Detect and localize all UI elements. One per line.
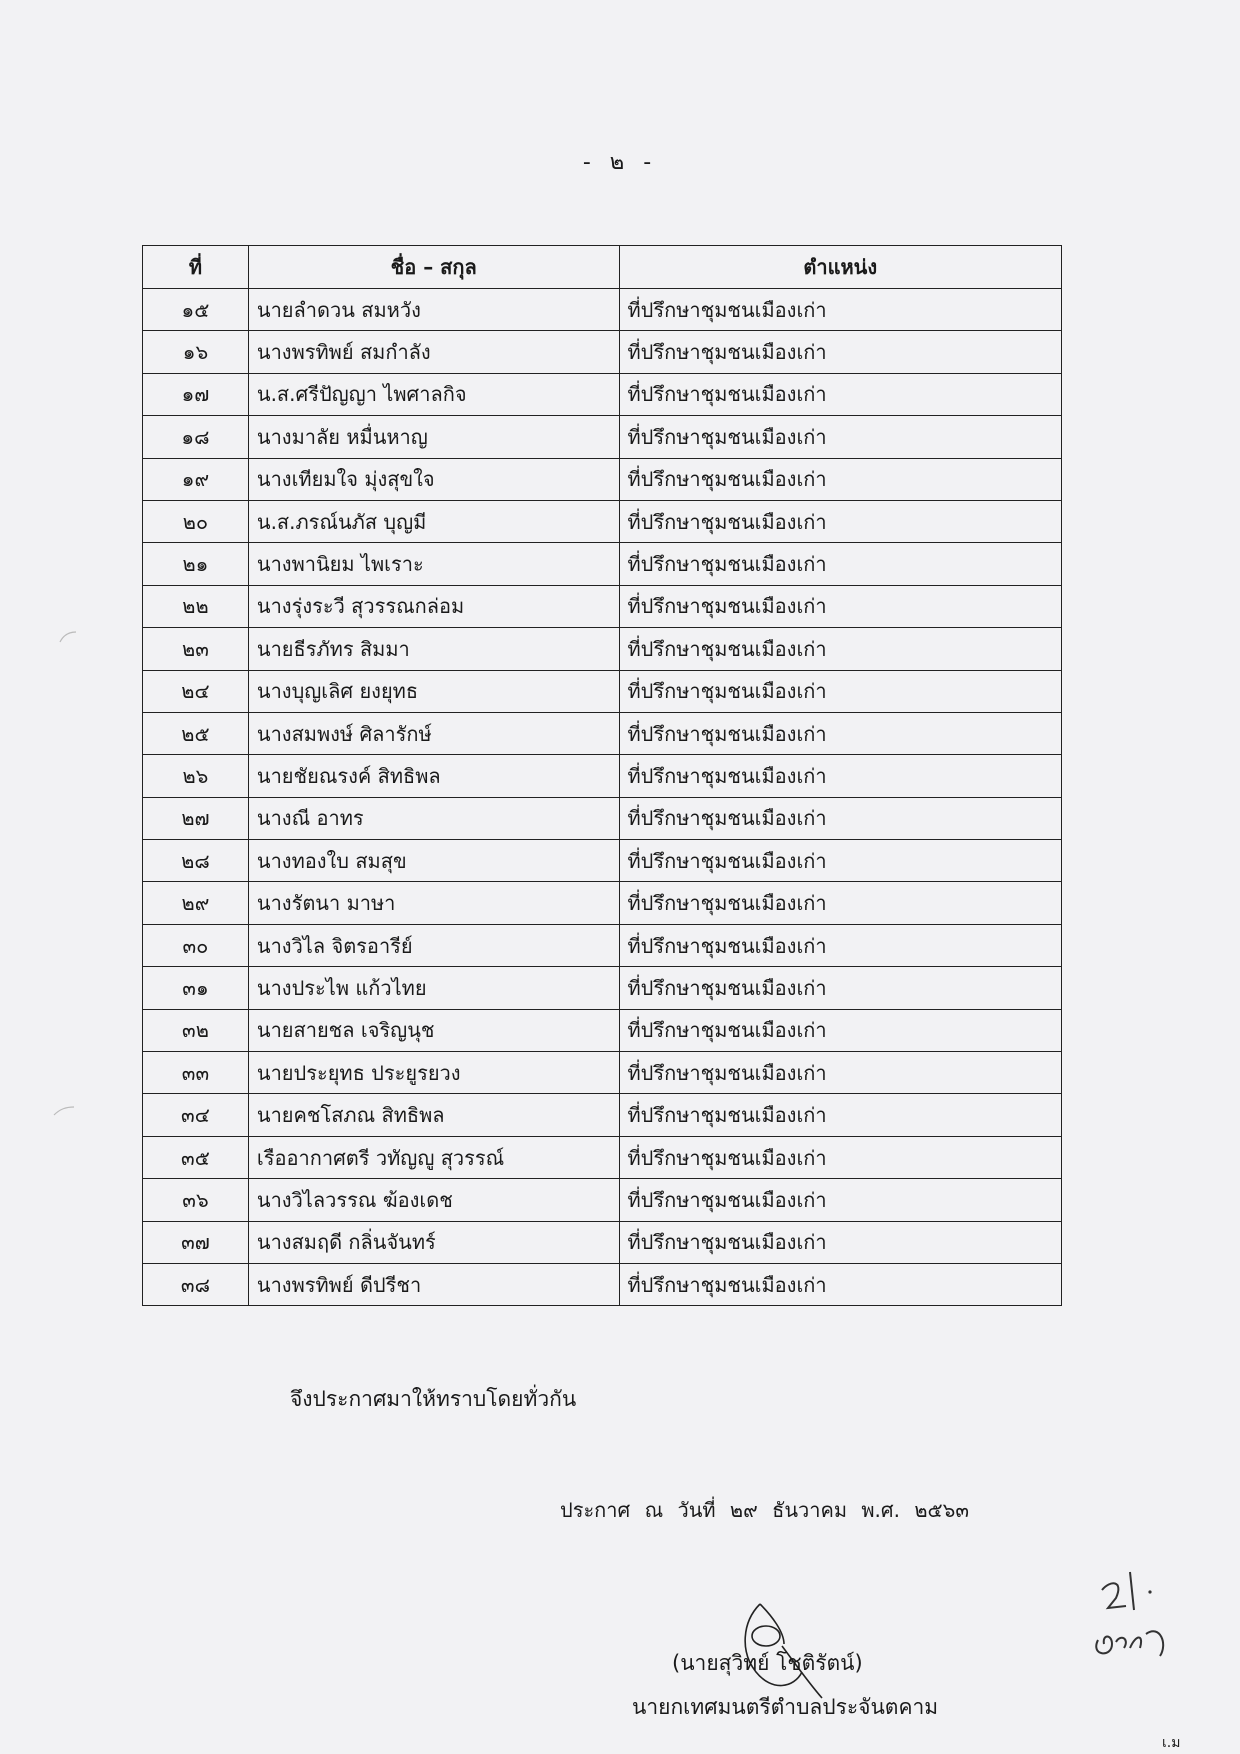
table-row: [143, 289, 1062, 331]
table-row: [143, 882, 1062, 924]
table-row: [143, 670, 1062, 712]
roster-table: [142, 245, 1062, 1306]
row-number: ๑๗: [143, 373, 249, 415]
row-position: ที่ปรึกษาชุมชนเมืองเก่า: [619, 924, 1062, 966]
row-name: นายประยุทธ ประยูรยวง: [248, 1052, 619, 1094]
scan-edge-mark: [58, 630, 78, 644]
closing-statement: จึงประกาศมาให้ทราบโดยทั่วกัน: [290, 1387, 577, 1411]
row-position: ที่ปรึกษาชุมชนเมืองเก่า: [619, 373, 1062, 415]
row-number: ๒๗: [143, 797, 249, 839]
table-row: [143, 373, 1062, 415]
table-row: [143, 500, 1062, 542]
row-position: ที่ปรึกษาชุมชนเมืองเก่า: [619, 628, 1062, 670]
table-row: [143, 797, 1062, 839]
row-position: ที่ปรึกษาชุมชนเมืองเก่า: [619, 1263, 1062, 1305]
row-name: นายชัยณรงค์ สิทธิพล: [248, 755, 619, 797]
row-number: ๓๑: [143, 967, 249, 1009]
table-row: [143, 543, 1062, 585]
table-body: [143, 289, 1062, 1306]
row-number: ๒๐: [143, 500, 249, 542]
row-number: ๒๓: [143, 628, 249, 670]
row-number: ๒๒: [143, 585, 249, 627]
row-name: นางเทียมใจ มุ่งสุขใจ: [248, 458, 619, 500]
table-row: [143, 331, 1062, 373]
row-position: ที่ปรึกษาชุมชนเมืองเก่า: [619, 331, 1062, 373]
row-name: นางประไพ แก้วไทย: [248, 967, 619, 1009]
row-name: นางรัตนา มาษา: [248, 882, 619, 924]
row-name: นายลำดวน สมหวัง: [248, 289, 619, 331]
row-number: ๓๒: [143, 1009, 249, 1051]
row-number: ๓๔: [143, 1094, 249, 1136]
row-position: ที่ปรึกษาชุมชนเมืองเก่า: [619, 712, 1062, 754]
table-row: [143, 1179, 1062, 1221]
row-position: ที่ปรึกษาชุมชนเมืองเก่า: [619, 1179, 1062, 1221]
header-num: ที่: [143, 246, 249, 289]
announcement-date: ประกาศ ณ วันที่ ๒๙ ธันวาคม พ.ศ. ๒๕๖๓: [560, 1498, 970, 1522]
row-position: ที่ปรึกษาชุมชนเมืองเก่า: [619, 797, 1062, 839]
row-name: นางพรทิพย์ ดีปรีชา: [248, 1263, 619, 1305]
row-name: นางรุ่งระวี สุวรรณกล่อม: [248, 585, 619, 627]
table-row: [143, 840, 1062, 882]
row-position: ที่ปรึกษาชุมชนเมืองเก่า: [619, 1052, 1062, 1094]
row-position: ที่ปรึกษาชุมชนเมืองเก่า: [619, 500, 1062, 542]
row-number: ๒๖: [143, 755, 249, 797]
row-number: ๒๔: [143, 670, 249, 712]
row-number: ๑๕: [143, 289, 249, 331]
row-position: ที่ปรึกษาชุมชนเมืองเก่า: [619, 289, 1062, 331]
table-row: [143, 1136, 1062, 1178]
row-position: ที่ปรึกษาชุมชนเมืองเก่า: [619, 543, 1062, 585]
row-number: ๒๑: [143, 543, 249, 585]
table-row: [143, 416, 1062, 458]
row-number: ๑๙: [143, 458, 249, 500]
table-row: [143, 1052, 1062, 1094]
row-name: นายสายชล เจริญนุช: [248, 1009, 619, 1051]
row-name: เรืออากาศตรี วทัญญู สุวรรณ์: [248, 1136, 619, 1178]
row-name: นายธีรภัทร สิมมา: [248, 628, 619, 670]
signer-title: นายกเทศมนตรีตำบลประจันตคาม: [632, 1695, 939, 1719]
row-number: ๓๕: [143, 1136, 249, 1178]
row-name: นางสมพงษ์ ศิลารักษ์: [248, 712, 619, 754]
row-position: ที่ปรึกษาชุมชนเมืองเก่า: [619, 1094, 1062, 1136]
table-header-row: [143, 246, 1062, 289]
row-name: นางทองใบ สมสุข: [248, 840, 619, 882]
row-position: ที่ปรึกษาชุมชนเมืองเก่า: [619, 967, 1062, 1009]
row-number: ๒๙: [143, 882, 249, 924]
page-number: - ๒ -: [582, 150, 658, 175]
row-position: ที่ปรึกษาชุมชนเมืองเก่า: [619, 458, 1062, 500]
row-number: ๓๓: [143, 1052, 249, 1094]
table-row: [143, 1094, 1062, 1136]
row-number: ๓๘: [143, 1263, 249, 1305]
table-row: [143, 755, 1062, 797]
table-row: [143, 585, 1062, 627]
row-number: ๓๐: [143, 924, 249, 966]
table-row: [143, 1263, 1062, 1305]
row-position: ที่ปรึกษาชุมชนเมืองเก่า: [619, 882, 1062, 924]
signer-name: (นายสุวิทย์ โชติรัตน์): [672, 1651, 863, 1675]
row-name: นางสมฤดี กลิ่นจันทร์: [248, 1221, 619, 1263]
row-name: นางณี อาทร: [248, 797, 619, 839]
row-name: นายคชโสภณ สิทธิพล: [248, 1094, 619, 1136]
row-position: ที่ปรึกษาชุมชนเมืองเก่า: [619, 1221, 1062, 1263]
table-row: [143, 628, 1062, 670]
handwritten-initials: [1090, 1560, 1210, 1670]
row-name: นางวิไล จิตรอารีย์: [248, 924, 619, 966]
row-number: ๒๘: [143, 840, 249, 882]
row-number: ๓๖: [143, 1179, 249, 1221]
row-position: ที่ปรึกษาชุมชนเมืองเก่า: [619, 416, 1062, 458]
row-position: ที่ปรึกษาชุมชนเมืองเก่า: [619, 840, 1062, 882]
row-number: ๑๘: [143, 416, 249, 458]
row-number: ๑๖: [143, 331, 249, 373]
table-row: [143, 712, 1062, 754]
header-name: ชื่อ – สกุล: [248, 246, 619, 289]
table-row: [143, 1221, 1062, 1263]
row-number: ๒๕: [143, 712, 249, 754]
corner-mark: เ.ม: [1162, 1735, 1181, 1751]
row-position: ที่ปรึกษาชุมชนเมืองเก่า: [619, 1009, 1062, 1051]
table-row: [143, 924, 1062, 966]
header-position: ตำแหน่ง: [619, 246, 1062, 289]
row-position: ที่ปรึกษาชุมชนเมืองเก่า: [619, 1136, 1062, 1178]
row-position: ที่ปรึกษาชุมชนเมืองเก่า: [619, 585, 1062, 627]
table-row: [143, 967, 1062, 1009]
row-name: นางพานิยม ไพเราะ: [248, 543, 619, 585]
row-name: น.ส.ศรีปัญญา ไพศาลกิจ: [248, 373, 619, 415]
row-name: นางบุญเลิศ ยงยุทธ: [248, 670, 619, 712]
row-number: ๓๗: [143, 1221, 249, 1263]
row-position: ที่ปรึกษาชุมชนเมืองเก่า: [619, 670, 1062, 712]
row-name: น.ส.ภรณ์นภัส บุญมี: [248, 500, 619, 542]
table-row: [143, 458, 1062, 500]
table-row: [143, 1009, 1062, 1051]
row-name: นางมาลัย หมื่นหาญ: [248, 416, 619, 458]
row-name: นางวิไลวรรณ ฆ้องเดช: [248, 1179, 619, 1221]
row-name: นางพรทิพย์ สมกำลัง: [248, 331, 619, 373]
scan-edge-mark: [52, 1105, 76, 1117]
row-position: ที่ปรึกษาชุมชนเมืองเก่า: [619, 755, 1062, 797]
